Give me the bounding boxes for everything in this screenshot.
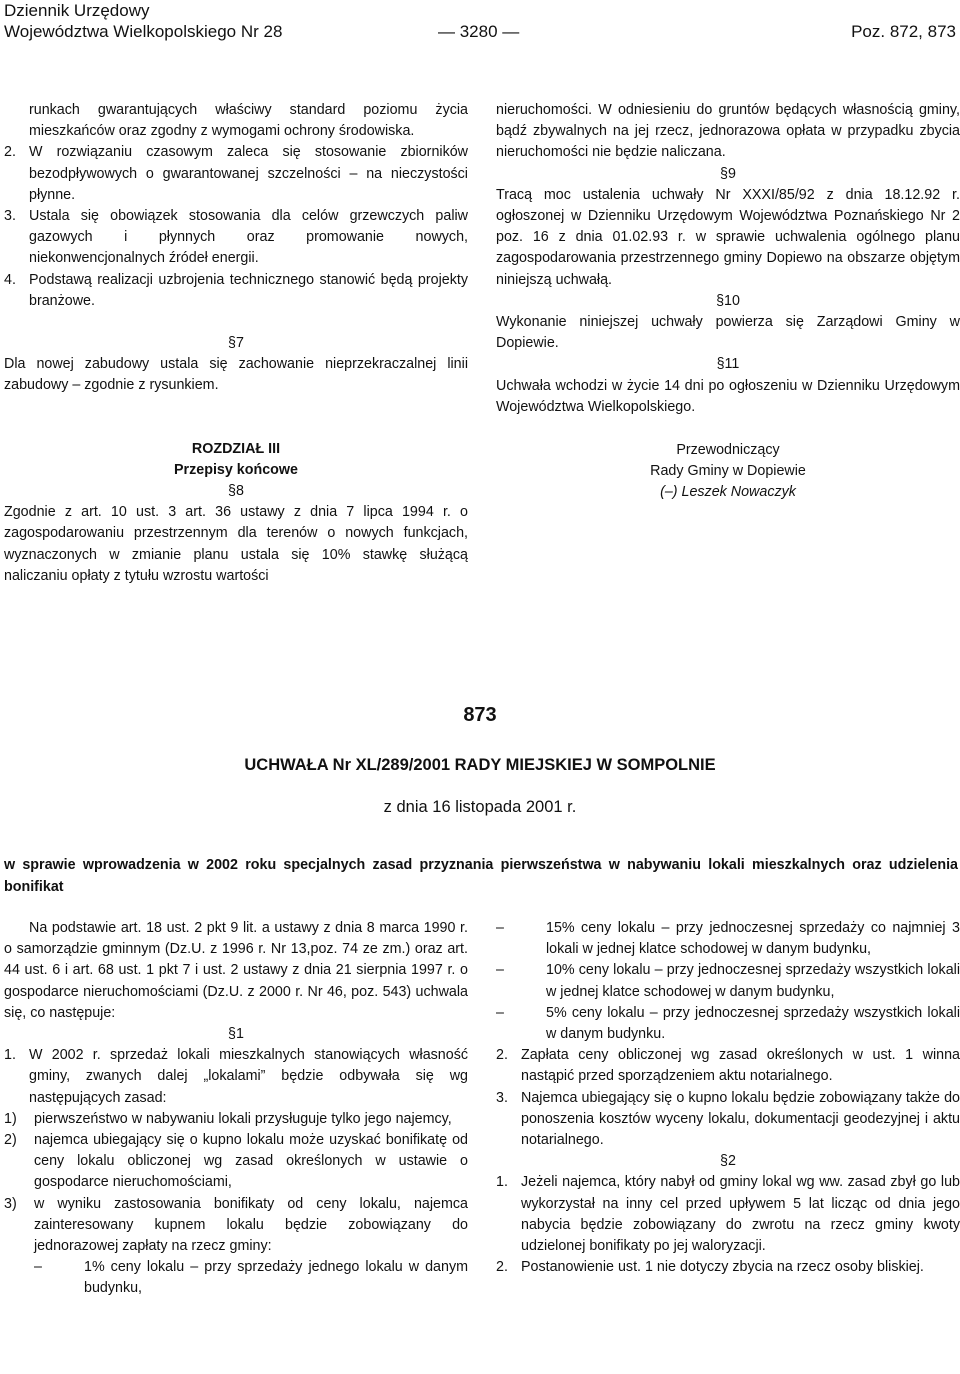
item-number: 3. xyxy=(496,1089,508,1106)
section-heading: §11 xyxy=(716,356,740,373)
list-item xyxy=(4,1045,468,1109)
resolution-title: UCHWAŁA Nr XL/289/2001 RADY MIEJSKIEJ W SOMPOLNIE xyxy=(244,756,716,774)
section-text: Tracą moc ustalenia uchwały Nr XXXI/85/92 z dnia 18.12.92 r. ogłoszonej w Dzienniku Urzędowym Województwa Poznańskiego Nr 2 poz. 16 z dnia 01.02.93 r. w sprawie uchwalenia ogólnego planu zagospodarowania przestrzennego gminy Dopiewo na obszarze objętym niniejszą uchwałą. xyxy=(496,186,960,288)
point-item xyxy=(4,1109,468,1130)
point-number: 1) xyxy=(4,1110,17,1127)
chapter-heading: ROZDZIAŁ III xyxy=(191,440,281,457)
item-number: 2. xyxy=(496,1259,508,1276)
list-item xyxy=(496,1088,960,1152)
item-text: Ustala się obowiązek stosowania dla celów grzewczych paliw gazowych i płynnych oraz promowanie nowych, niekonwencjonalnych źródeł energii. xyxy=(29,208,468,267)
document-number: 873 xyxy=(463,704,497,726)
point-number: 2) xyxy=(4,1132,17,1149)
section-heading: §9 xyxy=(720,165,736,182)
dash-mark: – xyxy=(496,920,504,936)
list-item xyxy=(4,142,468,206)
item-number: 2. xyxy=(4,144,16,161)
left-column-top xyxy=(4,100,468,587)
item-text: W 2002 r. sprzedaż lokali mieszkalnych stanowiących własność gminy, zwanych dalej „lokalami” będzie odbywała się wg następujących zasad: xyxy=(29,1047,468,1106)
section-heading: §8 xyxy=(228,483,244,500)
dash-item xyxy=(496,918,960,960)
list-item xyxy=(496,1045,960,1087)
journal-header xyxy=(4,0,282,42)
point-item xyxy=(4,1194,468,1258)
point-text: pierwszeństwo w nabywaniu lokali przysługuje tylko jego najemcy, xyxy=(34,1110,452,1127)
dash-item xyxy=(496,960,960,1002)
dash-text: 10% ceny lokalu – przy jednoczesnej sprzedaży wszystkich lokali w jednej klatce schodowej w danym budynku, xyxy=(546,962,960,1000)
item-number: 1. xyxy=(496,1174,508,1191)
point-text: najemca ubiegający się o kupno lokalu może uzyskać bonifikatę od ceny lokalu obliczonej wg zasad określonych w ustawie o gospodarce nieruchomościami, xyxy=(34,1132,468,1191)
page-number: — 3280 — xyxy=(438,22,520,41)
left-column-bottom xyxy=(4,918,468,1300)
item-text: W rozwiązaniu czasowym zaleca się stosowanie zbiorników bezodpływowych o gwarantowanej szczelności – na nieczystości płynne. xyxy=(29,144,468,203)
signature-body: Rady Gminy w Dopiewie xyxy=(650,463,806,480)
item-number: 2. xyxy=(496,1047,508,1064)
list-item xyxy=(4,270,468,312)
continued-paragraph: nieruchomości. W odniesieniu do gruntów będących własnością gminy, bądź zbywalnych na jej rzecz, jednorazowa opłata w przypadku zbycia nieruchomości nie będzie naliczana. xyxy=(496,102,960,161)
section-heading: §2 xyxy=(720,1153,736,1170)
list-item xyxy=(496,1172,960,1257)
section-text: Zgodnie z art. 10 ust. 3 art. 36 ustawy z dnia 7 lipca 1994 r. o zagospodarowaniu przestrzennym dla terenów o nowych funkcjach, wyznaczonych w zmianie planu ustala się 10% stawkę służącą naliczaniu opłaty z tytułu wzrostu wartości xyxy=(4,504,468,584)
signature-role: Przewodniczący xyxy=(676,442,780,459)
journal-name: Dziennik Urzędowy xyxy=(4,1,150,20)
intro-paragraph: runkach gwarantujących właściwy standard poziomu życia mieszkańców oraz zgodny z wymogami ochrony środowiska. xyxy=(29,102,468,140)
point-item xyxy=(4,1130,468,1194)
preamble: Na podstawie art. 18 ust. 2 pkt 9 lit. a ustawy z dnia 8 marca 1990 r. o samorządzie gminnym (Dz.U. z 1996 r. Nr 13,poz. 74 ze zm.) oraz art. 44 ust. 6 i art. 68 ust. 1 pkt 7 i ust. 2 ustawy z dnia 21 sierpnia 1997 r. o gospodarce nieruchomościami (Dz.U. z 2000 r. Nr 46, poz. 543) uchwala się, co następuje: xyxy=(4,920,468,1021)
section-text: Dla nowej zabudowy ustala się zachowanie nieprzekraczalnej linii zabudowy – zgodnie z rysunkiem. xyxy=(4,356,468,394)
resolution-date: z dnia 16 listopada 2001 r. xyxy=(383,798,577,816)
section-heading: §7 xyxy=(228,335,244,352)
right-column-top xyxy=(496,100,960,504)
section-heading: §1 xyxy=(228,1026,244,1043)
dash-item xyxy=(496,1003,960,1045)
right-column-bottom xyxy=(496,918,960,1278)
point-number: 3) xyxy=(4,1195,17,1212)
dash-mark: – xyxy=(496,1004,504,1021)
item-number: 1. xyxy=(4,1047,16,1064)
dash-item xyxy=(4,1257,468,1299)
item-text: Jeżeli najemca, który nabył od gminy lokal wg ww. zasad zbył go lub wykorzystał na inny cel przed upływem 5 lat licząc od dnia jego nabycia będzie zobowiązany do zwrotu na rzecz gminy kwoty udzielonej bonifikaty po jej waloryzacji. xyxy=(521,1174,960,1255)
list-item xyxy=(4,206,468,270)
resolution-subject: w sprawie wprowadzenia w 2002 roku specjalnych zasad przyznania pierwszeństwa w nabywaniu lokali mieszkalnych oraz udzielenia bonifikat xyxy=(4,857,958,895)
section-text: Wykonanie niniejszej uchwały powierza się Zarządowi Gminy w Dopiewie. xyxy=(496,314,960,352)
item-text: Najemca ubiegający się o kupno lokalu będzie zobowiązany także do ponoszenia kosztów wyceny lokalu, dokumentacji geodezyjnej i aktu notarialnego. xyxy=(521,1089,960,1149)
dash-text: 15% ceny lokalu – przy jednoczesnej sprzedaży co najmniej 3 lokali w jednej klatce schodowej w danym budynku, xyxy=(546,920,960,958)
item-text: Podstawą realizacji uzbrojenia technicznego stanowić będą projekty branżowe. xyxy=(29,271,468,309)
item-text: Zapłata ceny obliczonej wg zasad określonych w ust. 1 winna nastąpić przed sporządzeniem aktu notarialnego. xyxy=(521,1047,960,1085)
signature-name: (–) Leszek Nowaczyk xyxy=(660,484,796,501)
dash-text: 1% ceny lokalu – przy sprzedaży jednego lokalu w danym budynku, xyxy=(84,1259,468,1297)
dash-mark: – xyxy=(496,962,504,979)
dash-text: 5% ceny lokalu – przy jednoczesnej sprzedaży wszystkich lokali w danym budynku. xyxy=(546,1004,960,1043)
item-number: 4. xyxy=(4,271,16,288)
point-text: w wyniku zastosowania bonifikaty od ceny lokalu, najemca zainteresowany kupnem lokalu będzie zobowiązany do jednorazowej zapłaty na rzecz gminy: xyxy=(34,1195,468,1255)
position-label: Poz. 872, 873 xyxy=(851,22,956,41)
section-text: Uchwała wchodzi w życie 14 dni po ogłoszeniu w Dzienniku Urzędowym Województwa Wielkopolskiego. xyxy=(496,377,960,415)
journal-region: Województwa Wielkopolskiego Nr 28 xyxy=(4,22,283,41)
chapter-title: Przepisy końcowe xyxy=(174,461,298,478)
dash-mark: – xyxy=(34,1259,42,1276)
section-heading: §10 xyxy=(716,292,740,309)
item-number: 3. xyxy=(4,208,16,225)
item-text: Postanowienie ust. 1 nie dotyczy zbycia na rzecz osoby bliskiej. xyxy=(521,1259,924,1276)
list-item xyxy=(496,1257,960,1278)
